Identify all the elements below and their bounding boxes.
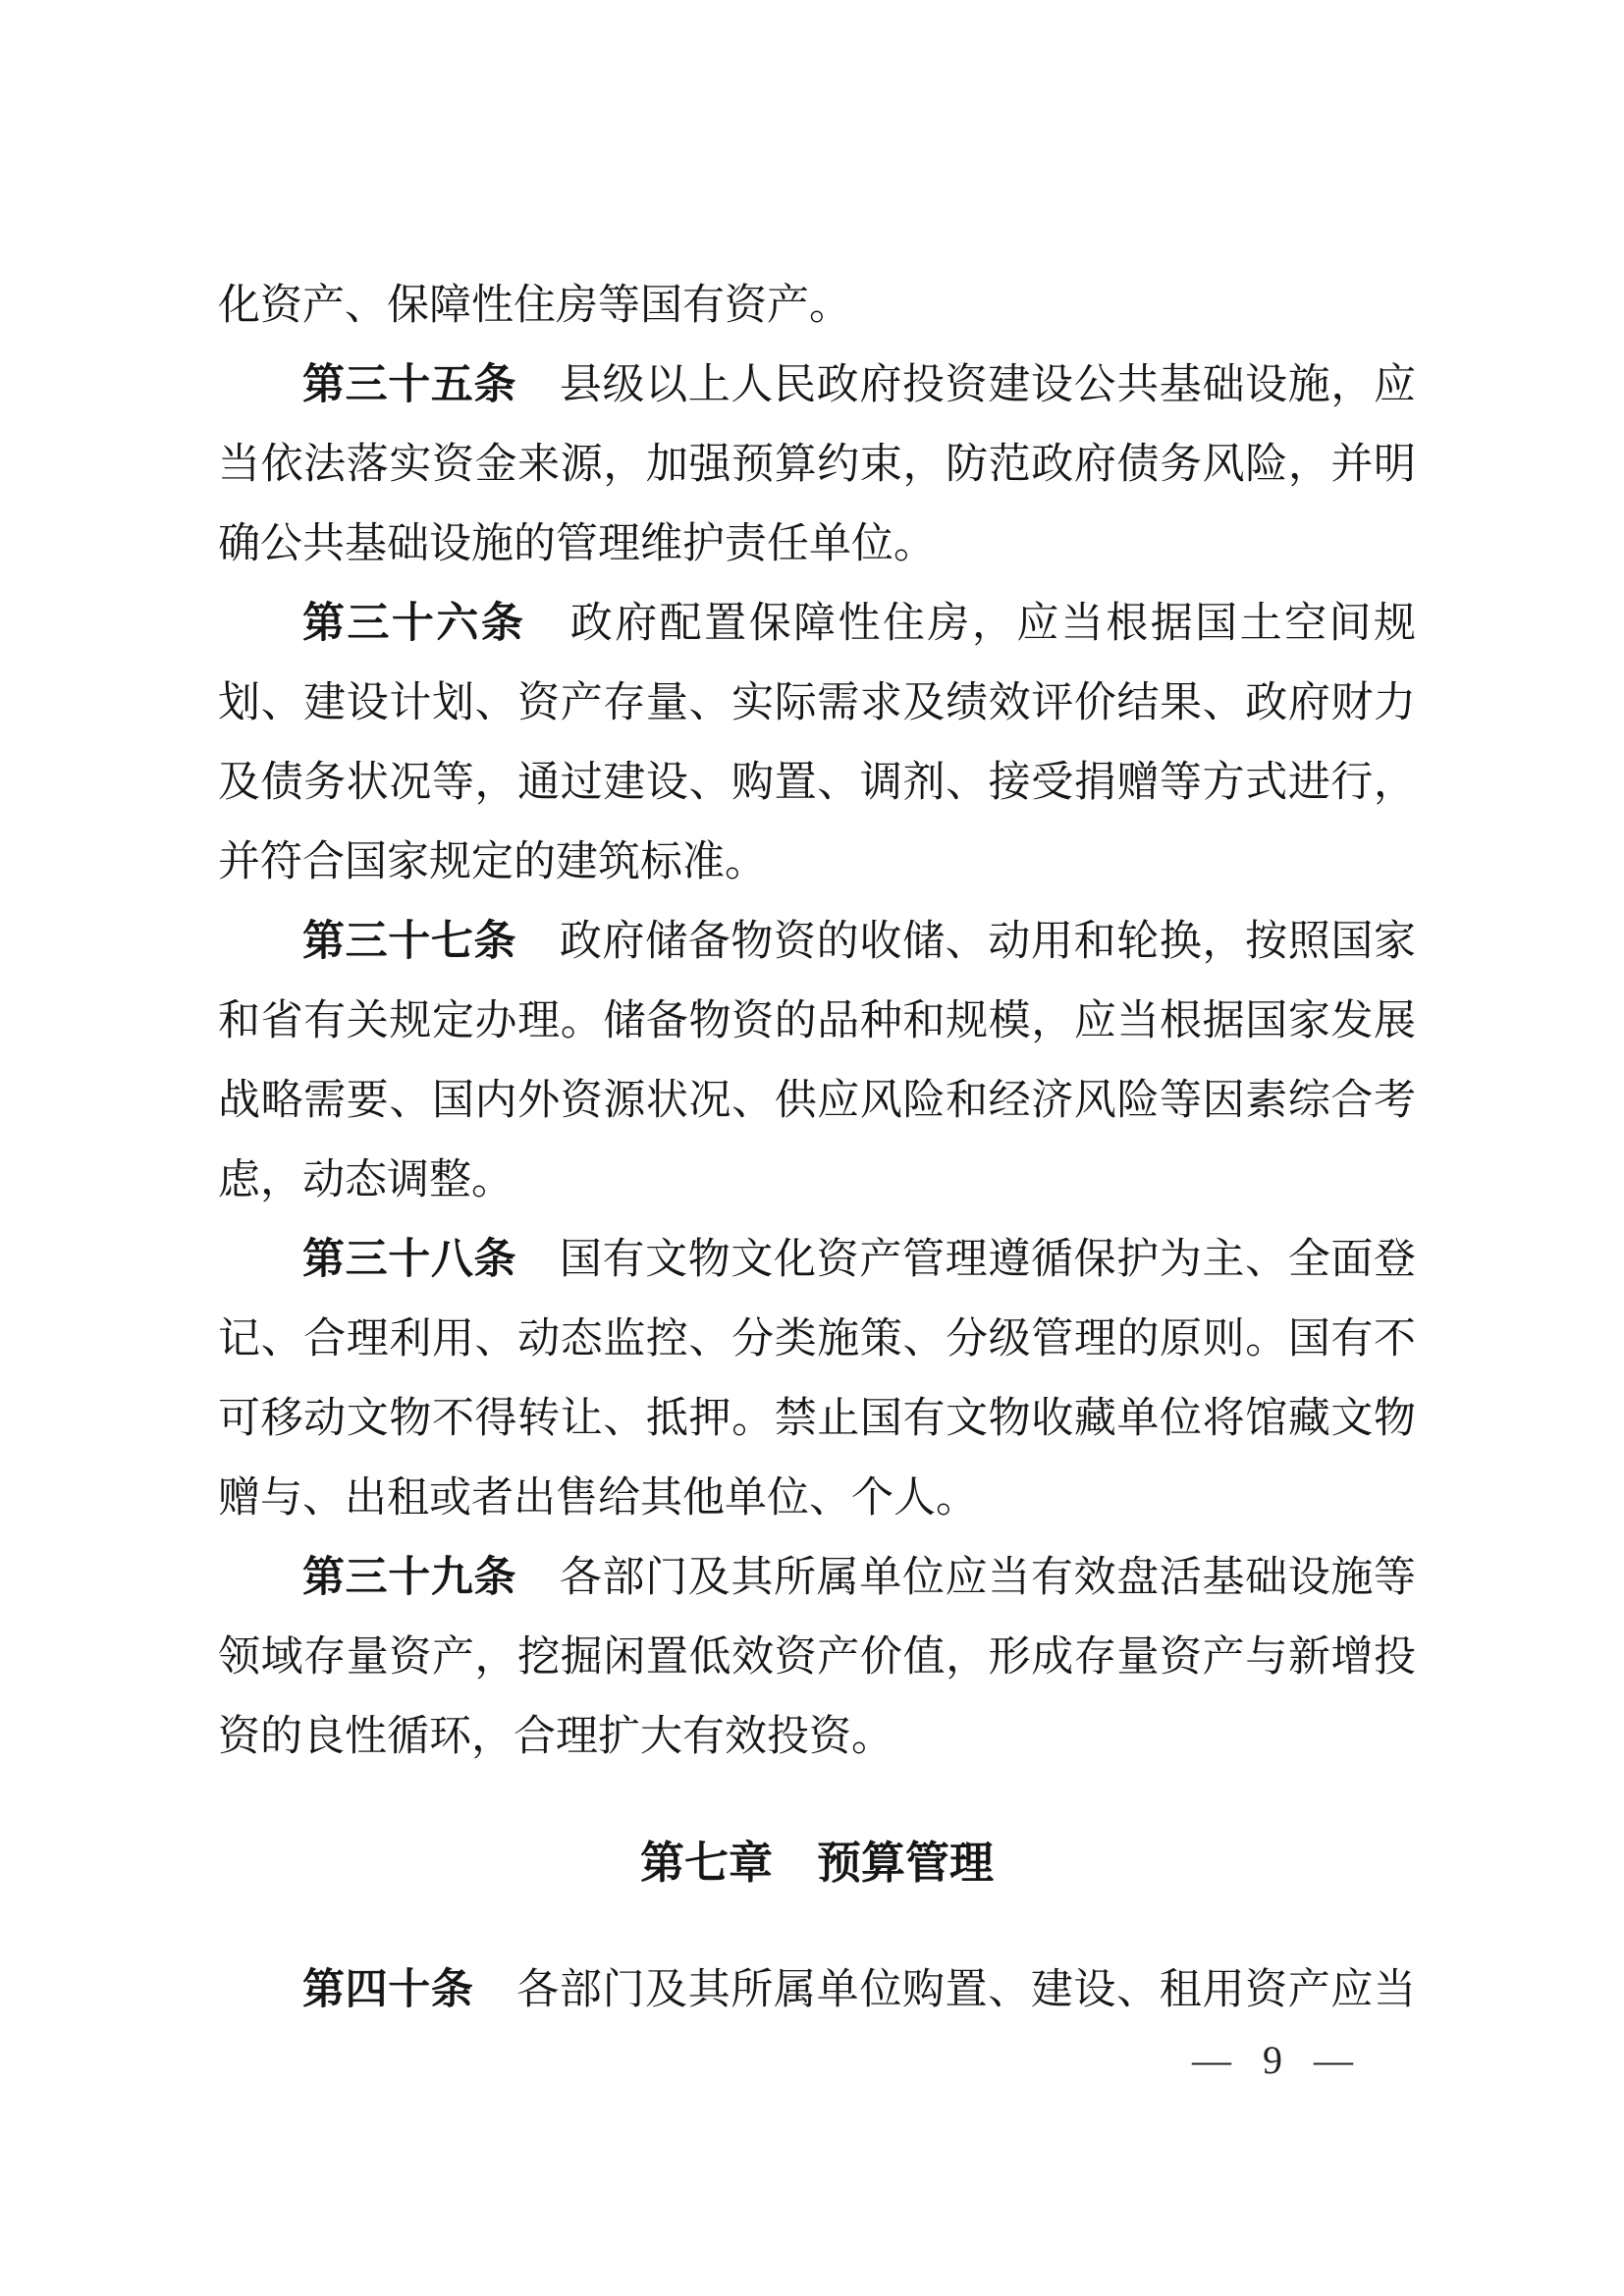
text-line bbox=[218, 1538, 1416, 1618]
text-line: 及债务状况等，通过建设、购置、调剂、接受捐赠等方式进行， bbox=[218, 760, 1416, 806]
text-line: 当依法落实资金来源，加强预算约束，防范政府债务风险，并明 bbox=[218, 442, 1416, 488]
text-line bbox=[218, 346, 1416, 425]
article-text: 各部门及其所属单位应当有效盘活基础设施等 bbox=[516, 1555, 1417, 1601]
page-number: — 9 — bbox=[1192, 2038, 1355, 2082]
chapter-heading: 第七章 预算管理 bbox=[639, 1839, 994, 1888]
text-line: 可移动文物不得转让、抵押。禁止国有文物收藏单位将馆藏文物 bbox=[218, 1396, 1416, 1442]
text-line: 记、合理利用、动态监控、分类施策、分级管理的原则。国有不 bbox=[218, 1316, 1416, 1362]
article-label: 第三十五条 bbox=[302, 361, 517, 408]
paragraph-continuation bbox=[218, 266, 1416, 346]
article-label: 第三十九条 bbox=[302, 1554, 517, 1601]
text-line: 并符合国家规定的建筑标准。 bbox=[218, 839, 767, 885]
text-line: 划、建设计划、资产存量、实际需求及绩效评价结果、政府财力 bbox=[218, 680, 1416, 726]
article-label: 第三十八条 bbox=[302, 1236, 517, 1283]
article-text: 县级以上人民政府投资建设公共基础设施，应 bbox=[516, 362, 1417, 408]
text-line: 领域存量资产，挖掘闲置低效资产价值，形成存量资产与新增投 bbox=[218, 1634, 1416, 1681]
article-label: 第三十六条 bbox=[302, 600, 526, 647]
article-label: 第四十条 bbox=[302, 1966, 474, 2013]
paragraph-article-36 bbox=[218, 584, 1416, 902]
text-line bbox=[218, 902, 1416, 982]
paragraph-article-39 bbox=[218, 1538, 1416, 1777]
text-line: 战略需要、国内外资源状况、供应风险和经济风险等因素综合考 bbox=[218, 1078, 1416, 1124]
text-line bbox=[218, 1950, 1416, 2030]
article-text: 政府配置保障性住房，应当根据国土空间规 bbox=[525, 601, 1417, 647]
article-text: 国有文物文化资产管理遵循保护为主、全面登 bbox=[516, 1237, 1417, 1283]
paragraph-article-38 bbox=[218, 1220, 1416, 1538]
text-line: 赠与、出租或者出售给其他单位、个人。 bbox=[218, 1475, 978, 1522]
paragraph-article-37 bbox=[218, 902, 1416, 1220]
body-text bbox=[218, 266, 1416, 2030]
text-line: 资的良性循环，合理扩大有效投资。 bbox=[218, 1714, 893, 1760]
text-line bbox=[218, 584, 1416, 664]
article-text: 政府储备物资的收储、动用和轮换，按照国家 bbox=[516, 919, 1417, 965]
article-text: 各部门及其所属单位购置、建设、租用资产应当 bbox=[473, 1967, 1417, 2013]
text-line: 确公共基础设施的管理维护责任单位。 bbox=[218, 521, 936, 567]
text-line: 化资产、保障性住房等国有资产。 bbox=[218, 283, 851, 329]
paragraph-article-40 bbox=[218, 1950, 1416, 2030]
paragraph-article-35 bbox=[218, 346, 1416, 584]
text-line bbox=[218, 1220, 1416, 1300]
text-line: 虑，动态调整。 bbox=[218, 1157, 514, 1203]
article-label: 第三十七条 bbox=[302, 918, 517, 965]
text-line: 和省有关规定办理。储备物资的品种和规模，应当根据国家发展 bbox=[218, 998, 1416, 1044]
